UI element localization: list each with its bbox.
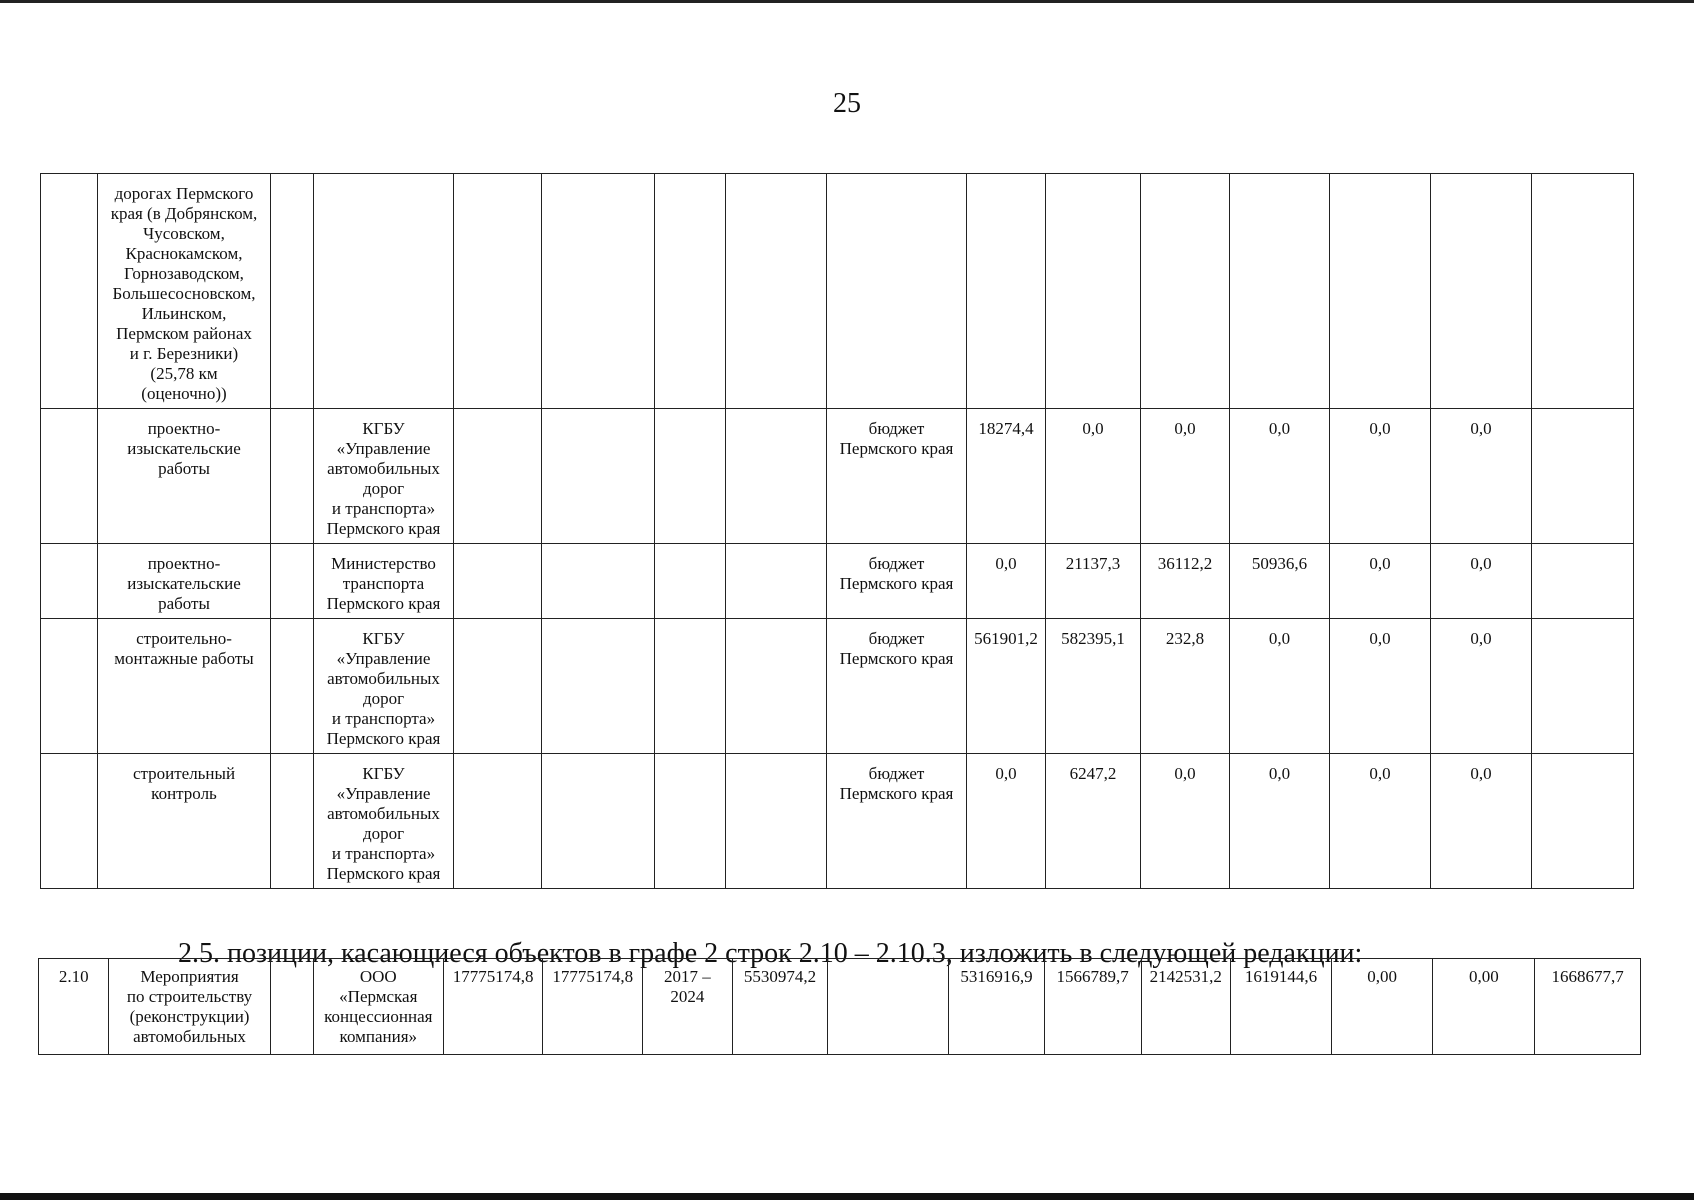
amount-cell-line: 5316916,9 [960, 967, 1033, 986]
row-number-cell [41, 544, 98, 619]
empty-cell [542, 619, 655, 754]
amount-cell: 18274,4 [967, 409, 1046, 544]
executor-cell-line: «Управление [336, 439, 431, 458]
period-cell-line: 2017 – [664, 967, 711, 986]
amount-cell: 0,0 [1431, 619, 1532, 754]
executor-cell-line: КГБУ [362, 629, 405, 648]
scan-edge-bottom [0, 1193, 1694, 1200]
amount-cell-line: 1619144,6 [1244, 967, 1318, 986]
empty-cell [1532, 544, 1634, 619]
amount-cell: 0,0 [967, 544, 1046, 619]
table-row [41, 174, 1634, 409]
amount-cell: 0,0 [1141, 754, 1230, 889]
executor-cell-line: КГБУ [362, 419, 405, 438]
row-number-cell [41, 409, 98, 544]
amount-cell: 0,0 [967, 754, 1046, 889]
executor-cell-line: «Управление [336, 649, 431, 668]
amount-cell-line: 17775174,8 [552, 967, 634, 986]
program-table-continuation [40, 173, 1634, 889]
executor-cell [314, 174, 454, 409]
executor-cell [314, 754, 454, 889]
amount-cell [543, 959, 643, 1055]
activity-name-cell [98, 409, 271, 544]
activity-name-cell-line: по строительству [126, 987, 253, 1006]
amount-cell: 0,0 [1330, 544, 1431, 619]
executor-cell [314, 409, 454, 544]
executor-cell-line: «Пермская [339, 987, 418, 1006]
executor-cell [314, 619, 454, 754]
empty-cell [271, 174, 314, 409]
executor-cell-line: Пермского края [326, 519, 441, 538]
amount-cell-line: 0,00 [1367, 967, 1398, 986]
activity-name-cell-line: проектно- [147, 419, 221, 438]
activity-name-cell-line: работы [158, 594, 210, 613]
amount-cell: 0,0 [1431, 544, 1532, 619]
empty-cell [542, 754, 655, 889]
activity-name-cell-line: Горнозаводском, [124, 264, 244, 283]
empty-cell [454, 544, 542, 619]
activity-name-cell-line: Чусовском, [143, 224, 225, 243]
table-row [41, 409, 1634, 544]
empty-cell [271, 619, 314, 754]
activity-name-cell-line: и г. Березники) [129, 344, 239, 363]
executor-cell-line: и транспорта» [331, 709, 436, 728]
amount-cell [732, 959, 828, 1055]
amount-cell [1231, 959, 1332, 1055]
activity-name-cell [98, 544, 271, 619]
amount-cell [1046, 174, 1141, 409]
executor-cell-line: ООО [359, 967, 397, 986]
amount-cell: 582395,1 [1046, 619, 1141, 754]
empty-cell [726, 174, 827, 409]
executor-cell-line: Пермского края [326, 864, 441, 883]
amount-cell [1141, 959, 1231, 1055]
empty-cell [271, 409, 314, 544]
amount-cell-line: 1668677,7 [1551, 967, 1624, 986]
activity-name-cell-line: проектно- [147, 554, 221, 573]
activity-name-cell-line: (реконструкции) [129, 1007, 250, 1026]
amount-cell [1331, 959, 1433, 1055]
amount-cell: 0,0 [1330, 409, 1431, 544]
executor-cell [313, 959, 443, 1055]
activity-name-cell-line: (25,78 км [150, 364, 218, 383]
activity-name-cell-line: строительно- [136, 629, 232, 648]
amount-cell [1044, 959, 1141, 1055]
row-number-cell [41, 754, 98, 889]
amount-cell: 21137,3 [1046, 544, 1141, 619]
period-cell-line: 2024 [670, 987, 705, 1006]
empty-cell [726, 409, 827, 544]
activity-name-cell-line: края (в Добрянском, [110, 204, 258, 223]
row-number-cell [41, 619, 98, 754]
empty-cell [271, 754, 314, 889]
empty-cell [655, 409, 726, 544]
empty-cell [454, 174, 542, 409]
funding-source-cell-line: Пермского края [839, 784, 954, 803]
funding-source-cell [827, 754, 967, 889]
activity-name-cell-line: Краснокамском, [125, 244, 243, 263]
executor-cell-line: автомобильных [327, 669, 440, 688]
activity-name-cell-line: изыскательские [127, 439, 241, 458]
executor-cell-line: и транспорта» [331, 844, 436, 863]
empty-cell [1532, 754, 1634, 889]
empty-cell [454, 619, 542, 754]
funding-source-cell [827, 174, 967, 409]
amount-cell: 36112,2 [1141, 544, 1230, 619]
funding-source-cell [827, 409, 967, 544]
amount-cell [1141, 174, 1230, 409]
executor-cell-line: Пермского края [326, 594, 441, 613]
activity-name-cell-line: Большесосновском, [112, 284, 256, 303]
empty-cell [655, 174, 726, 409]
activity-name-cell [98, 754, 271, 889]
amount-cell [1433, 959, 1535, 1055]
activity-name-cell-line: работы [158, 459, 210, 478]
activity-name-cell-line: изыскательские [127, 574, 241, 593]
empty-cell [655, 754, 726, 889]
activity-name-cell [98, 174, 271, 409]
amount-cell: 0,0 [1431, 754, 1532, 889]
executor-cell-line: дорог [362, 479, 405, 498]
executor-cell-line: автомобильных [327, 804, 440, 823]
executor-cell [314, 544, 454, 619]
funding-source-cell [827, 544, 967, 619]
executor-cell-line: дорог [362, 824, 405, 843]
amount-cell [1431, 174, 1532, 409]
empty-cell [655, 544, 726, 619]
activity-name-cell-line: монтажные работы [114, 649, 254, 668]
activity-name-cell [98, 619, 271, 754]
funding-source-cell-line: бюджет [868, 554, 925, 573]
empty-cell [828, 959, 949, 1055]
funding-source-cell [827, 619, 967, 754]
amount-cell [1535, 959, 1641, 1055]
amount-cell: 0,0 [1046, 409, 1141, 544]
empty-cell [542, 174, 655, 409]
amount-cell-line: 0,00 [1468, 967, 1499, 986]
executor-cell-line: Министерство [331, 554, 436, 573]
amount-cell-line: 5530974,2 [743, 967, 817, 986]
activity-name-cell-line: дорогах Пермского [114, 184, 254, 203]
period-cell [643, 959, 733, 1055]
amendment-note: 2.5. позиции, касающиеся объектов в графе 2 строк 2.10 – 2.10.3, изложить в следующей редакции: [178, 938, 1363, 969]
amount-cell: 0,0 [1230, 754, 1330, 889]
amount-cell: 0,0 [1230, 619, 1330, 754]
amount-cell [949, 959, 1045, 1055]
table-row [41, 754, 1634, 889]
amount-cell [1330, 174, 1431, 409]
amount-cell: 50936,6 [1230, 544, 1330, 619]
empty-cell [726, 619, 827, 754]
amount-cell: 0,0 [1230, 409, 1330, 544]
amount-cell: 0,0 [1330, 754, 1431, 889]
row-number-cell-line: 2.10 [58, 967, 89, 986]
activity-name-cell-line: строительный [132, 764, 236, 783]
empty-cell [726, 754, 827, 889]
empty-cell [542, 544, 655, 619]
activity-name-cell-line: контроль [151, 784, 217, 803]
amount-cell [967, 174, 1046, 409]
amount-cell: 6247,2 [1046, 754, 1141, 889]
funding-source-cell-line: бюджет [868, 629, 925, 648]
amount-cell: 0,0 [1431, 409, 1532, 544]
empty-cell [270, 959, 313, 1055]
table-row [39, 959, 1641, 1055]
empty-cell [1532, 409, 1634, 544]
empty-cell [1532, 174, 1634, 409]
empty-cell [454, 409, 542, 544]
executor-cell-line: автомобильных [327, 459, 440, 478]
scan-edge-top [0, 0, 1694, 3]
empty-cell [1532, 619, 1634, 754]
empty-cell [726, 544, 827, 619]
activity-name-cell-line: Пермском районах [116, 324, 252, 343]
amount-cell: 561901,2 [967, 619, 1046, 754]
row-number-cell [41, 174, 98, 409]
funding-source-cell-line: бюджет [868, 764, 925, 783]
activity-name-cell-line: Мероприятия [140, 967, 239, 986]
activity-name-cell-line: (оценочно)) [141, 384, 227, 403]
amount-cell-line: 2142531,2 [1149, 967, 1222, 986]
executor-cell-line: дорог [362, 689, 405, 708]
executor-cell-line: «Управление [336, 784, 431, 803]
funding-source-cell-line: Пермского края [839, 574, 954, 593]
executor-cell-line: КГБУ [362, 764, 405, 783]
activity-name-cell-line: Ильинском, [141, 304, 227, 323]
amount-cell: 0,0 [1141, 409, 1230, 544]
empty-cell [271, 544, 314, 619]
page-number: 25 [833, 88, 861, 119]
amount-cell: 0,0 [1330, 619, 1431, 754]
executor-cell-line: транспорта [342, 574, 425, 593]
funding-source-cell-line: бюджет [868, 419, 925, 438]
table-row [41, 619, 1634, 754]
funding-source-cell-line: Пермского края [839, 649, 954, 668]
empty-cell [655, 619, 726, 754]
amount-cell [443, 959, 543, 1055]
activity-name-cell-line: автомобильных [133, 1027, 246, 1046]
executor-cell-line: Пермского края [326, 729, 441, 748]
amount-cell [1230, 174, 1330, 409]
table-row [41, 544, 1634, 619]
program-table-new-edition [38, 958, 1641, 1055]
executor-cell-line: и транспорта» [331, 499, 436, 518]
executor-cell-line: концессионная [324, 1007, 433, 1026]
executor-cell-line: компания» [339, 1027, 418, 1046]
amount-cell-line: 1566789,7 [1056, 967, 1129, 986]
empty-cell [542, 409, 655, 544]
empty-cell [454, 754, 542, 889]
activity-name-cell [109, 959, 270, 1055]
amount-cell-line: 17775174,8 [452, 967, 534, 986]
funding-source-cell-line: Пермского края [839, 439, 954, 458]
row-number-cell [39, 959, 109, 1055]
amount-cell: 232,8 [1141, 619, 1230, 754]
